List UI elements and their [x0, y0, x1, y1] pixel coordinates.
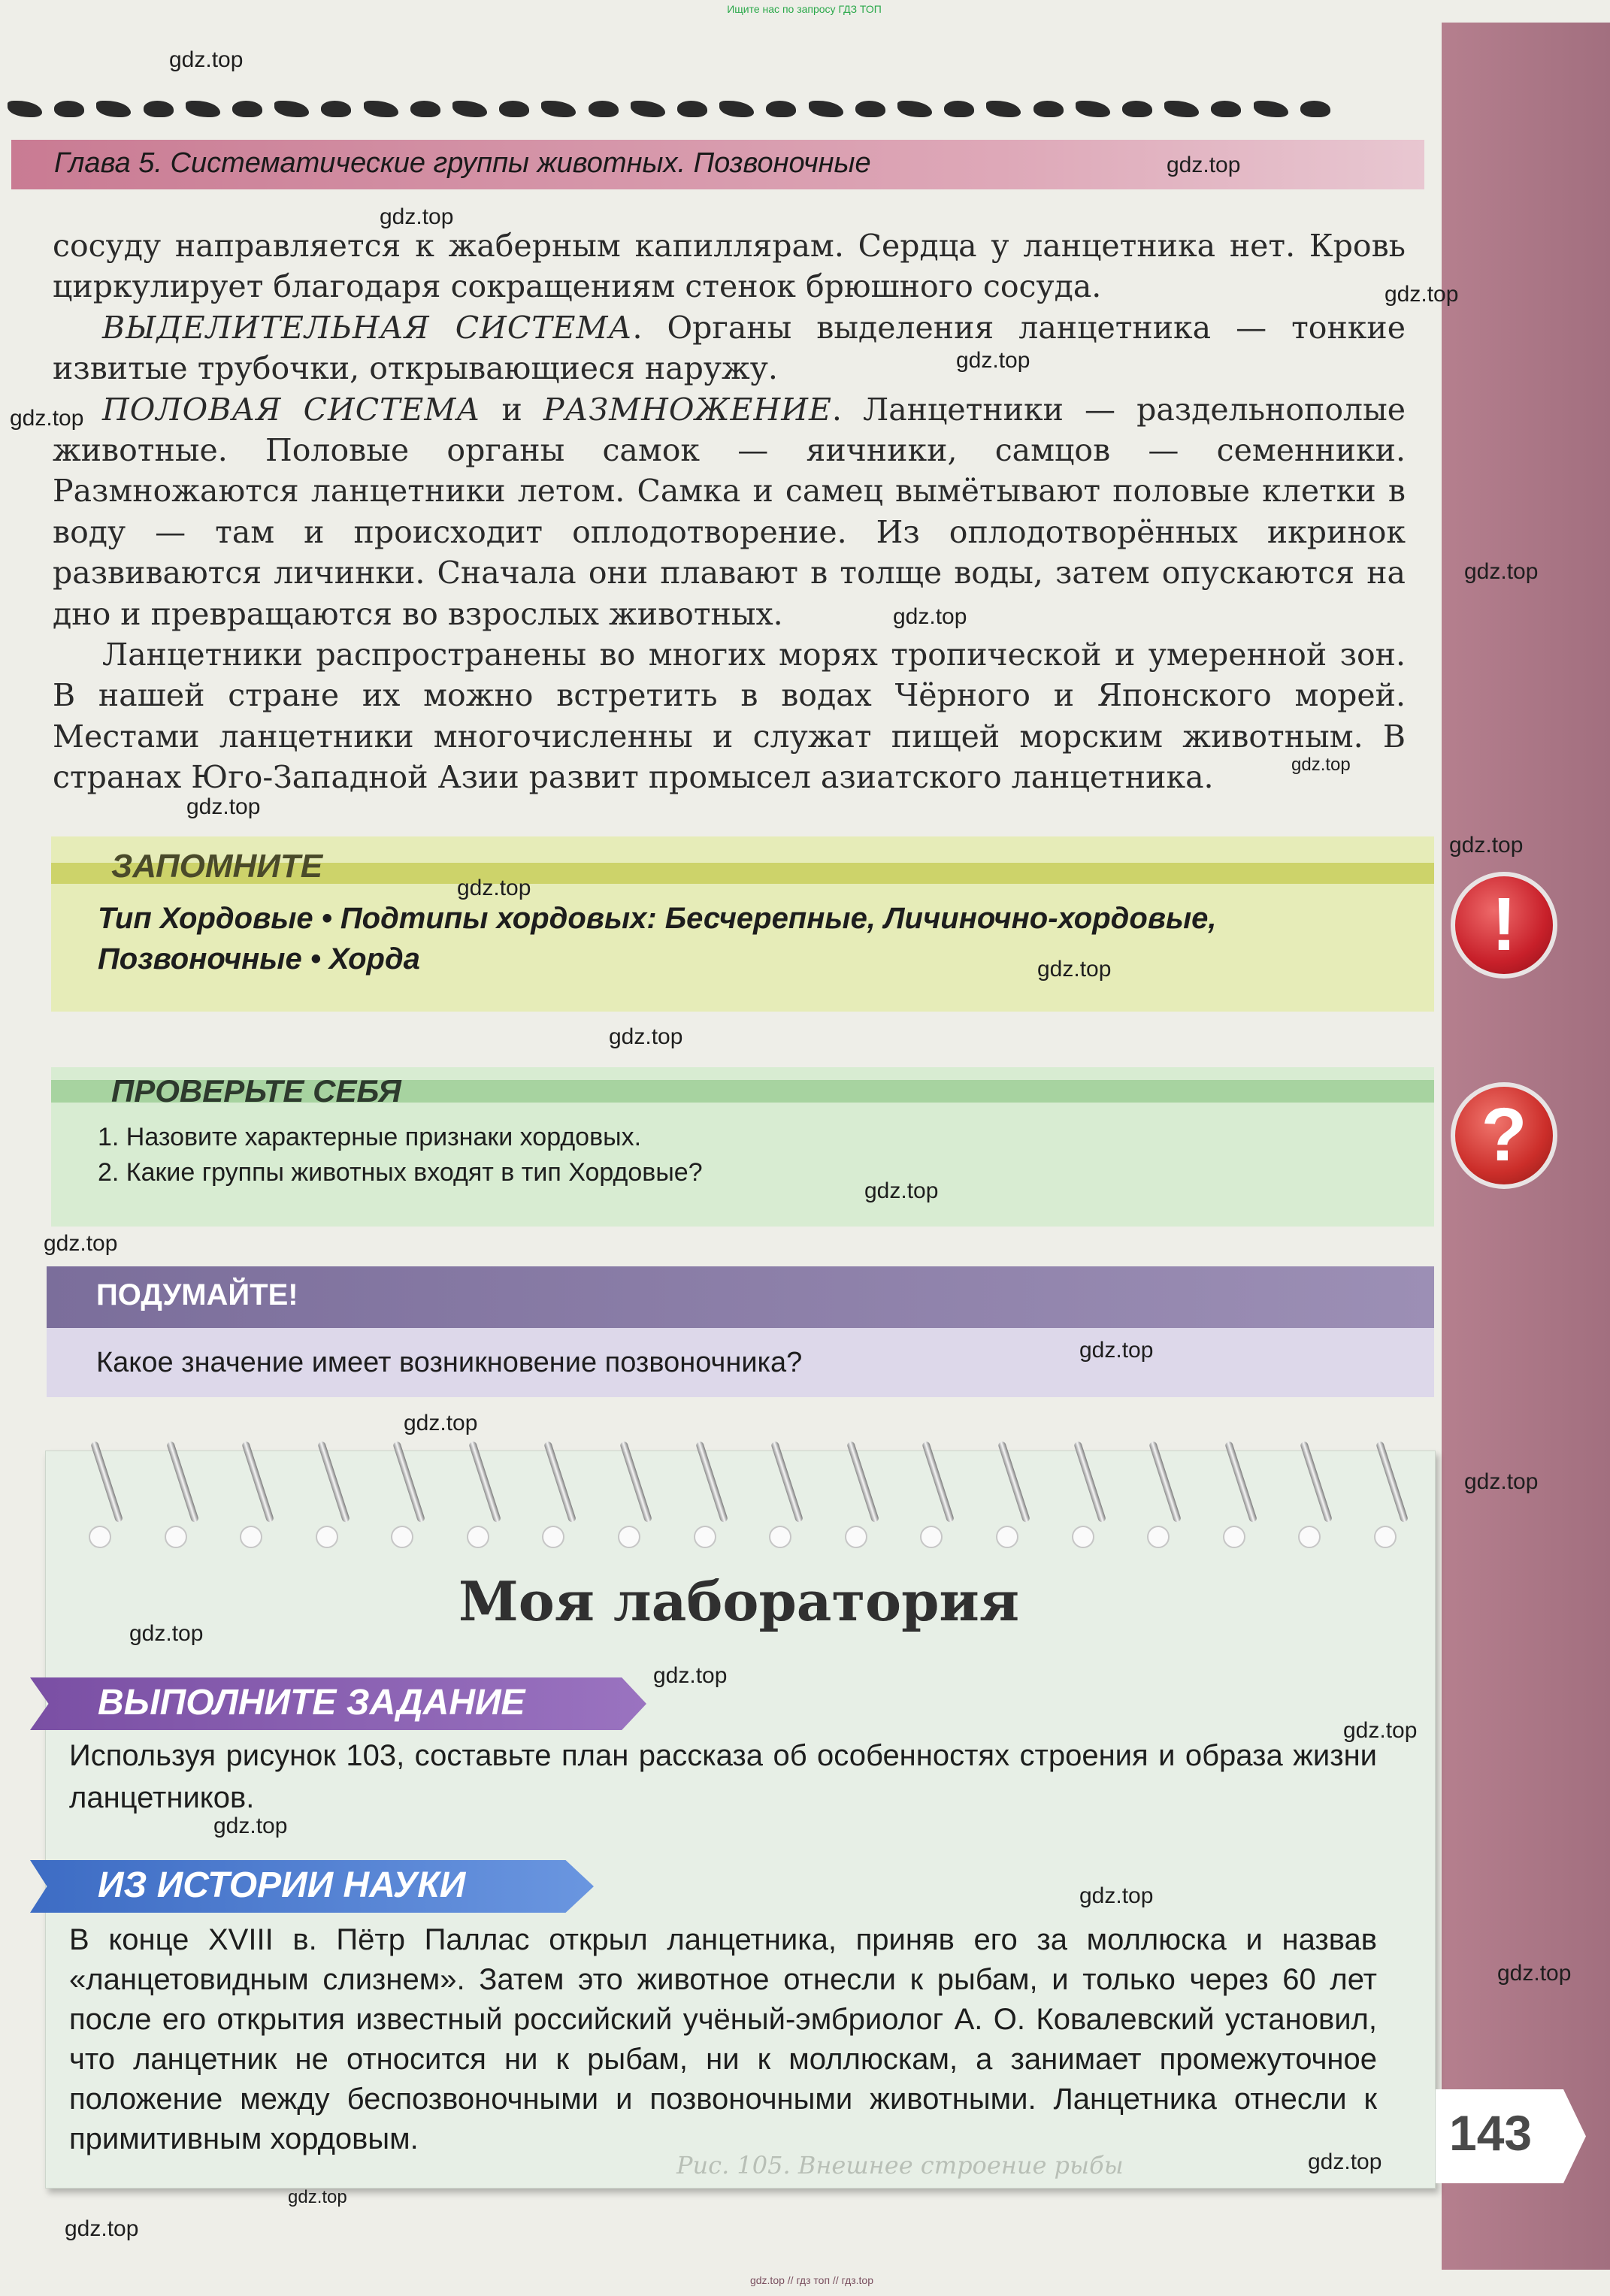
- task-title: ВЫПОЛНИТЕ ЗАДАНИЕ: [98, 1683, 525, 1723]
- watermark: gdz.top: [10, 406, 84, 431]
- watermark: gdz.top: [653, 1663, 728, 1688]
- spiral-binding: [83, 1443, 1406, 1548]
- history-title: ИЗ ИСТОРИИ НАУКИ: [98, 1865, 466, 1905]
- animal-icon: [766, 101, 796, 117]
- watermark: gdz.top: [186, 794, 261, 819]
- animal-icon: [1211, 101, 1241, 117]
- animal-icon: [8, 101, 42, 117]
- remember-title: ЗАПОМНИТЕ: [111, 848, 323, 885]
- watermark: gdz.top: [1464, 1469, 1539, 1494]
- animal-icon: [897, 101, 932, 117]
- paragraph-excretion: [53, 307, 1406, 389]
- animal-icon: [1254, 101, 1288, 117]
- animal-icon: [719, 101, 754, 117]
- watermark: gdz.top: [1449, 833, 1524, 858]
- watermark: gdz.top: [44, 1231, 118, 1256]
- spiral-ring: [839, 1443, 876, 1548]
- watermark: gdz.top: [864, 1178, 939, 1203]
- watermark: gdz.top: [1464, 559, 1539, 584]
- watermark: gdz.top: [956, 348, 1030, 373]
- chapter-title: Глава 5. Систематические группы животных. Позвоночные: [54, 147, 871, 179]
- watermark: gdz.top: [609, 1024, 683, 1049]
- remember-terms-line-2: Позвоночные • Хорда: [98, 942, 420, 976]
- spiral-ring: [461, 1443, 498, 1548]
- animal-icon: [1300, 101, 1330, 117]
- watermark: gdz.top: [1343, 1718, 1418, 1743]
- animal-icon: [54, 101, 84, 117]
- watermark: gdz.top: [1308, 2149, 1382, 2174]
- spiral-ring: [1217, 1443, 1254, 1548]
- watermark: gdz.top: [1037, 957, 1112, 982]
- main-text: [53, 225, 1406, 798]
- spiral-ring: [83, 1443, 120, 1548]
- spiral-ring: [310, 1443, 347, 1548]
- spiral-ring: [990, 1443, 1027, 1548]
- animal-icon: [1122, 101, 1152, 117]
- spiral-ring: [234, 1443, 271, 1548]
- animal-icon: [452, 101, 487, 117]
- check-title: ПРОВЕРЬТЕ СЕБЯ: [111, 1073, 401, 1109]
- watermark: gdz.top: [288, 2187, 347, 2207]
- bottom-note: gdz.top // гдз топ // гдз.top: [749, 2274, 874, 2286]
- task-text: Используя рисунок 103, составьте план рассказа об особенностях строения и образа жизни ланцетников.: [69, 1739, 1377, 1814]
- reproduction-heading-1: ПОЛОВАЯ СИСТЕМА: [102, 391, 481, 428]
- animal-icon: [186, 101, 220, 117]
- check-question-2: 2. Какие группы животных входят в тип Хордовые?: [98, 1158, 703, 1187]
- show-through-caption: Рис. 105. Внешнее строение рыбы: [676, 2151, 1124, 2180]
- reproduction-text: . Ланцетники — раздельнополые животные. Половые органы самок — яичники, самцов — семенники. Размножаются ланцетники летом. Самка и самец вымётывают половые клетки в воду — там и происходит оплодотворение. Из оплодотворённых икринок развиваются личинки. Сначала они плавают в толще воды, затем опускаются на дно и превращаются во взрослых животных.: [53, 391, 1406, 632]
- watermark: gdz.top: [404, 1411, 478, 1435]
- spiral-ring: [1066, 1443, 1103, 1548]
- watermark: gdz.top: [1167, 153, 1241, 177]
- watermark: gdz.top: [380, 204, 454, 229]
- watermark: gdz.top: [213, 1814, 288, 1838]
- paragraph-reproduction: [53, 389, 1406, 634]
- paragraph-circulation: сосуду направляется к жаберным капиллярам. Сердца у ланцетника нет. Кровь циркулирует благодаря сокращениям стенок брюшного сосуда.: [53, 228, 1406, 305]
- watermark: gdz.top: [65, 2216, 139, 2241]
- excretion-text: . Органы выделения ланцетника — тонкие извитые трубочки, открывающиеся наружу.: [53, 309, 1406, 387]
- animal-icon: [809, 101, 843, 117]
- animal-border: [8, 90, 1330, 128]
- watermark: gdz.top: [1385, 282, 1459, 307]
- paragraph-distribution: Ланцетники распространены во многих морях тропической и умеренной зон. В нашей стране их можно встретить в водах Чёрного и Японского морей. Местами ланцетники многочисленны и служат пищей морским животным. В странах Юго-Западной Азии развит промысел азиатского ланцетника.: [53, 637, 1406, 796]
- animal-icon: [631, 101, 665, 117]
- watermark: gdz.top: [1079, 1883, 1154, 1908]
- reproduction-heading-2: РАЗМНОЖЕНИЕ: [543, 391, 832, 428]
- think-title: ПОДУМАЙТЕ!: [96, 1278, 298, 1311]
- spiral-ring: [914, 1443, 952, 1548]
- top-search-note: Ищите нас по запросу ГДЗ ТОП: [727, 3, 882, 15]
- animal-icon: [499, 101, 529, 117]
- spiral-ring: [1292, 1443, 1330, 1548]
- animal-icon: [274, 101, 309, 117]
- animal-icon: [855, 101, 885, 117]
- watermark: gdz.top: [1079, 1338, 1154, 1363]
- exclamation-icon: !: [1451, 872, 1557, 979]
- animal-icon: [321, 101, 351, 117]
- spiral-ring: [612, 1443, 649, 1548]
- think-question: Какое значение имеет возникновение позвоночника?: [96, 1347, 803, 1378]
- reproduction-and: и: [480, 391, 543, 428]
- spiral-ring: [688, 1443, 725, 1548]
- spiral-ring: [159, 1443, 196, 1548]
- animal-icon: [677, 101, 707, 117]
- check-question-1: 1. Назовите характерные признаки хордовых.: [98, 1123, 642, 1151]
- animal-icon: [541, 101, 576, 117]
- question-mark-icon: ?: [1451, 1082, 1557, 1189]
- animal-icon: [364, 101, 398, 117]
- animal-icon: [1164, 101, 1199, 117]
- animal-icon: [232, 101, 262, 117]
- animal-icon: [589, 101, 619, 117]
- animal-icon: [986, 101, 1021, 117]
- watermark: gdz.top: [129, 1621, 204, 1646]
- animal-icon: [410, 101, 440, 117]
- spiral-ring: [1368, 1443, 1406, 1548]
- watermark: gdz.top: [1291, 755, 1351, 775]
- watermark: gdz.top: [457, 876, 531, 900]
- remember-terms-line-1: Тип Хордовые • Подтипы хордовых: Бесчерепные, Личиночно-хордовые,: [98, 902, 1217, 935]
- lab-title: Моя лаборатория: [458, 1569, 1020, 1633]
- watermark: gdz.top: [893, 604, 967, 629]
- animal-icon: [144, 101, 174, 117]
- watermark: gdz.top: [1497, 1961, 1572, 1986]
- spiral-ring: [1141, 1443, 1179, 1548]
- animal-icon: [96, 101, 131, 117]
- watermark: gdz.top: [169, 47, 244, 72]
- spiral-ring: [763, 1443, 800, 1548]
- excretion-heading: ВЫДЕЛИТЕЛЬНАЯ СИСТЕМА: [102, 309, 633, 346]
- animal-icon: [1076, 101, 1110, 117]
- spiral-ring: [536, 1443, 573, 1548]
- animal-icon: [944, 101, 974, 117]
- animal-icon: [1033, 101, 1064, 117]
- page-number: 143: [1449, 2105, 1533, 2161]
- history-text: В конце XVIII в. Пётр Паллас открыл ланцетника, приняв его за моллюска и назвав «ланцетовидным слизнем». Затем это животное отнесли к рыбам, и только через 60 лет после его открытия известный российский учёный-эмбриолог А. О. Ковалевский установил, что ланцетник не относится ни к рыбам, ни к моллюскам, а занимает промежуточное положение между беспозвоночными и позвоночными животными. Ланцетника отнесли к примитивным хордовым.: [69, 1923, 1377, 2155]
- spiral-ring: [385, 1443, 422, 1548]
